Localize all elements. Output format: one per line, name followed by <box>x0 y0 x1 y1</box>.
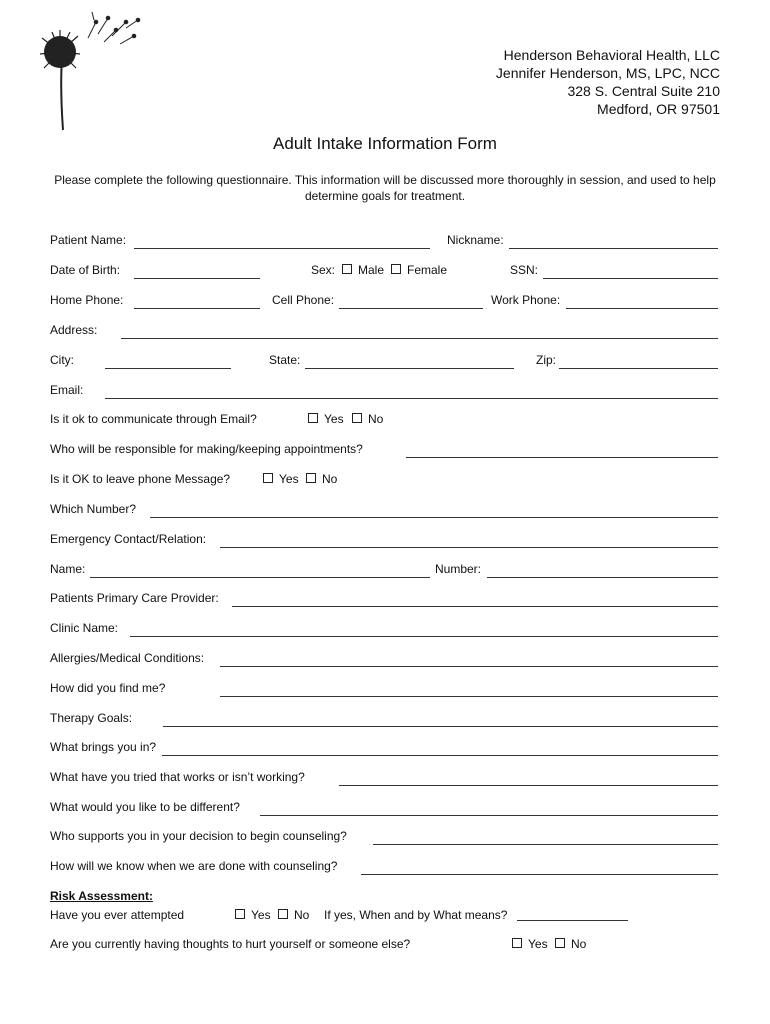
email-field[interactable] <box>105 398 718 399</box>
work-phone-field[interactable] <box>566 308 718 309</box>
address-label: Address: <box>50 323 98 337</box>
goals-label: Therapy Goals: <box>50 711 133 725</box>
leave-msg-label: Is it OK to leave phone Message? <box>50 472 231 486</box>
cell-phone-field[interactable] <box>339 308 483 309</box>
email-ok-no-label: No <box>368 412 384 426</box>
zip-field[interactable] <box>559 368 718 369</box>
header-org: Henderson Behavioral Health, LLC <box>503 47 720 63</box>
sex-male-label: Male <box>358 263 385 277</box>
clinic-field[interactable] <box>130 636 718 637</box>
emergency-number-label: Number: <box>435 562 482 576</box>
different-label: What would you like to be different? <box>50 800 240 814</box>
city-field[interactable] <box>105 368 231 369</box>
sex-female-label: Female <box>407 263 448 277</box>
leave-msg-yes-checkbox[interactable] <box>263 473 273 483</box>
zip-label: Zip: <box>536 353 557 367</box>
attempted-no-checkbox[interactable] <box>278 909 288 919</box>
risk-heading: Risk Assessment: <box>50 889 153 903</box>
which-number-label: Which Number? <box>50 502 137 516</box>
dandelion-logo <box>30 8 145 133</box>
home-phone-label: Home Phone: <box>50 293 124 307</box>
responsible-label: Who will be responsible for making/keeping appointments? <box>50 442 363 456</box>
email-ok-no-checkbox[interactable] <box>352 413 362 423</box>
leave-msg-yes-label: Yes <box>279 472 299 486</box>
state-field[interactable] <box>305 368 514 369</box>
nickname-label: Nickname: <box>447 233 504 247</box>
brings-label: What brings you in? <box>50 740 157 754</box>
brings-field[interactable] <box>162 755 718 756</box>
header-clinician: Jennifer Henderson, MS, LPC, NCC <box>495 65 720 81</box>
pcp-field[interactable] <box>232 606 718 607</box>
leave-msg-no-checkbox[interactable] <box>306 473 316 483</box>
home-phone-field[interactable] <box>134 308 260 309</box>
goals-field[interactable] <box>163 726 718 727</box>
emergency-name-field[interactable] <box>90 577 430 578</box>
attempted-yes-checkbox[interactable] <box>235 909 245 919</box>
clinic-label: Clinic Name: <box>50 621 119 635</box>
cell-phone-label: Cell Phone: <box>272 293 335 307</box>
email-label: Email: <box>50 383 84 397</box>
email-ok-label: Is it ok to communicate through Email? <box>50 412 257 426</box>
different-field[interactable] <box>260 815 718 816</box>
work-phone-label: Work Phone: <box>491 293 561 307</box>
dandelion-icon <box>30 8 145 133</box>
supports-field[interactable] <box>373 844 718 845</box>
emergency-label: Emergency Contact/Relation: <box>50 532 207 546</box>
emergency-field[interactable] <box>220 547 718 548</box>
find-me-label: How did you find me? <box>50 681 166 695</box>
email-ok-yes-checkbox[interactable] <box>308 413 318 423</box>
ssn-label: SSN: <box>510 263 539 277</box>
ssn-field[interactable] <box>543 278 718 279</box>
thoughts-yes-checkbox[interactable] <box>512 938 522 948</box>
header-city-state: Medford, OR 97501 <box>597 101 720 117</box>
thoughts-label: Are you currently having thoughts to hurt yourself or someone else? <box>50 937 411 951</box>
emergency-name-label: Name: <box>50 562 86 576</box>
patient-name-field[interactable] <box>134 248 430 249</box>
allergies-field[interactable] <box>220 666 718 667</box>
state-label: State: <box>269 353 301 367</box>
thoughts-no-label: No <box>571 937 587 951</box>
sex-male-checkbox[interactable] <box>342 264 352 274</box>
sex-female-checkbox[interactable] <box>391 264 401 274</box>
emergency-number-field[interactable] <box>487 577 718 578</box>
allergies-label: Allergies/Medical Conditions: <box>50 651 205 665</box>
supports-label: Who supports you in your decision to begin counseling? <box>50 829 347 843</box>
responsible-field[interactable] <box>406 457 718 458</box>
attempted-no-label: No <box>294 908 310 922</box>
tried-label: What have you tried that works or isn’t working? <box>50 770 305 784</box>
leave-msg-no-label: No <box>322 472 338 486</box>
tried-field[interactable] <box>339 785 718 786</box>
thoughts-yes-label: Yes <box>528 937 548 951</box>
pcp-label: Patients Primary Care Provider: <box>50 591 219 605</box>
patient-name-label: Patient Name: <box>50 233 127 247</box>
attempted-yes-label: Yes <box>251 908 271 922</box>
done-field[interactable] <box>361 874 718 875</box>
city-label: City: <box>50 353 74 367</box>
thoughts-no-checkbox[interactable] <box>555 938 565 948</box>
dob-label: Date of Birth: <box>50 263 121 277</box>
nickname-field[interactable] <box>509 248 718 249</box>
done-label: How will we know when we are done with counseling? <box>50 859 338 873</box>
address-field[interactable] <box>121 338 718 339</box>
email-ok-yes-label: Yes <box>324 412 344 426</box>
sex-label: Sex: <box>311 263 336 277</box>
which-number-field[interactable] <box>150 517 718 518</box>
find-me-field[interactable] <box>220 696 718 697</box>
if-yes-label: If yes, When and by What means? <box>324 908 508 922</box>
header-street: 328 S. Central Suite 210 <box>567 83 720 99</box>
if-yes-field[interactable] <box>517 920 628 921</box>
attempted-label: Have you ever attempted <box>50 908 185 922</box>
page-title: Adult Intake Information Form <box>273 134 497 153</box>
dob-field[interactable] <box>134 278 260 279</box>
intro-text: Please complete the following questionnaire. This information will be discussed more thoroughly in session, and used to help determine goals for treatment. <box>54 173 716 203</box>
